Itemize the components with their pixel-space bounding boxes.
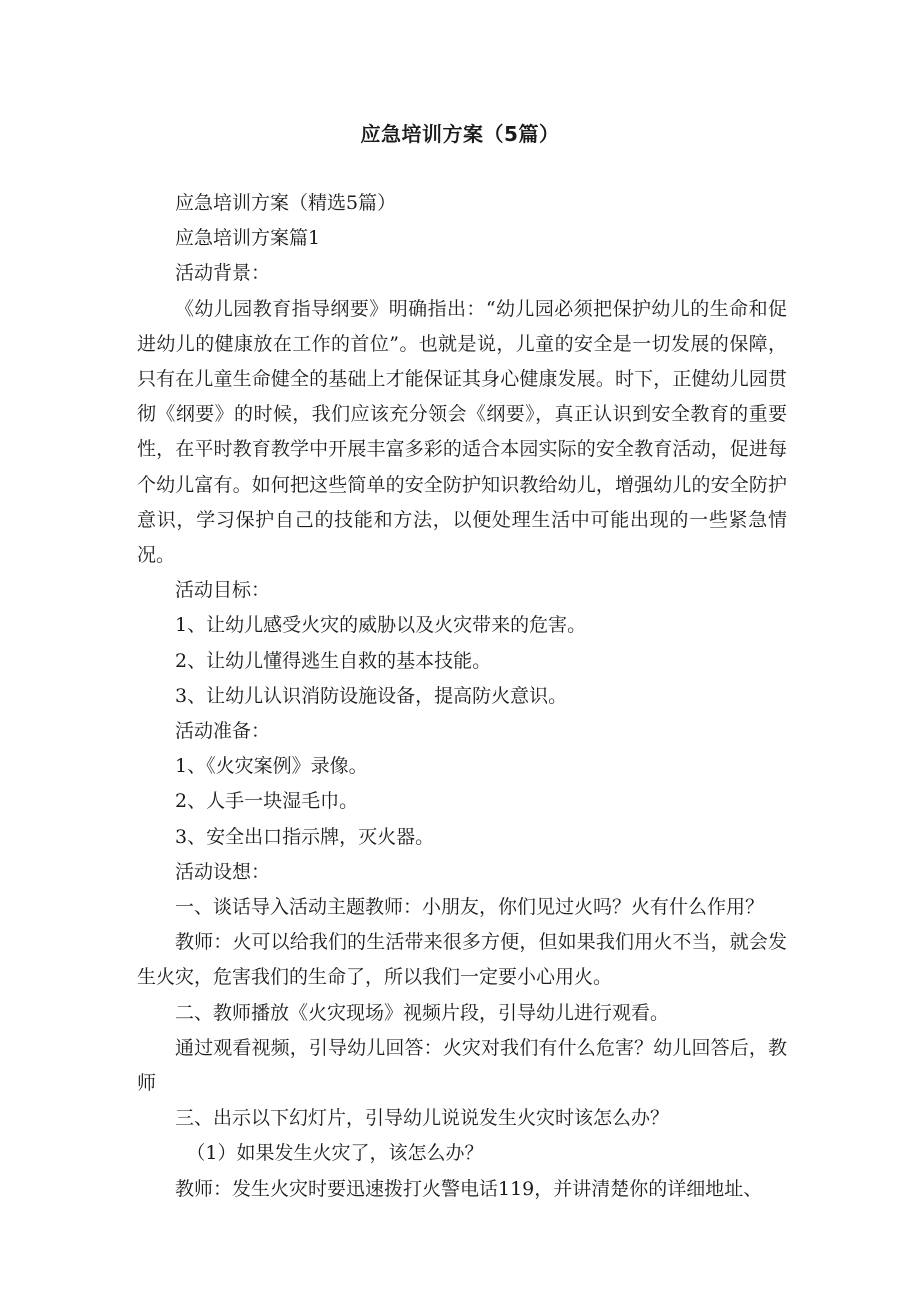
paragraph-teacher-2: 教师：发生火灾时要迅速拨打火警电话119，并讲清楚你的详细地址、 <box>175 1177 763 1200</box>
paragraph-preparation-2: 2、人手一块湿毛巾。 <box>175 790 359 813</box>
paragraph-goal-2: 2、让幼儿懂得逃生自救的基本技能。 <box>175 649 492 672</box>
paragraph-goals-label: 活动目标： <box>175 579 271 602</box>
paragraph-section-heading: 应急培训方案篇1 <box>175 227 321 250</box>
paragraph-preparation-3: 3、安全出口指示牌，灭火器。 <box>175 825 435 848</box>
paragraph-question-1: （1）如果发生火灾了，该怎么办？ <box>186 1142 484 1165</box>
paragraph-goal-1: 1、让幼儿感受火灾的威胁以及火灾带来的危害。 <box>175 614 587 637</box>
paragraph-subtitle: 应急培训方案（精选5篇） <box>175 192 397 214</box>
paragraph-background-label: 活动背景： <box>175 262 271 285</box>
paragraph-plan-label: 活动设想： <box>175 860 271 883</box>
paragraph-video-guide: 通过观看视频，引导幼儿回答：火灾对我们有什么危害？幼儿回答后，教师 <box>137 1036 787 1095</box>
paragraph-goal-3: 3、让幼儿认识消防设施设备，提高防火意识。 <box>175 684 568 707</box>
paragraph-teacher-1: 教师：火可以给我们的生活带来很多方便，但如果我们用火不当，就会发生火灾，危害我们的生命了，所以我们一定要小心用火。 <box>137 931 787 989</box>
paragraph-preparation-1: 1、《火灾案例》录像。 <box>175 755 368 778</box>
paragraph-step-1: 一、谈话导入活动主题教师：小朋友，你们见过火吗？火有什么作用？ <box>175 896 765 919</box>
paragraph-step-2: 二、教师播放《火灾现场》视频片段，引导幼儿进行观看。 <box>175 1001 670 1024</box>
document-body <box>137 186 787 1207</box>
paragraph-step-3: 三、出示以下幻灯片，引导幼儿说说发生火灾时该怎么办？ <box>175 1107 670 1130</box>
paragraph-preparation-label: 活动准备： <box>175 720 271 743</box>
paragraph-background-text: 《幼儿园教育指导纲要》明确指出：“幼儿园必须把保护幼儿的生命和促进幼儿的健康放在工作的首位”。也就是说，儿童的安全是一切发展的保障，只有在儿童生命健全的基础上才能保证其身心健康发展。时下，正健幼儿园贯彻《纲要》的时候，我们应该充分领会《纲要》，真正认识到安全教育的重要性，在平时教育教学中开展丰富多彩的适合本园实际的安全教育活动，促进每个幼儿富有。如何把这些简单的安全防护知识教给幼儿，增强幼儿的安全防护意识，学习保护自己的技能和方法，以便处理生活中可能出现的一些紧急情况。 <box>137 297 787 567</box>
document-title: 应急培训方案（5篇） <box>360 122 560 146</box>
